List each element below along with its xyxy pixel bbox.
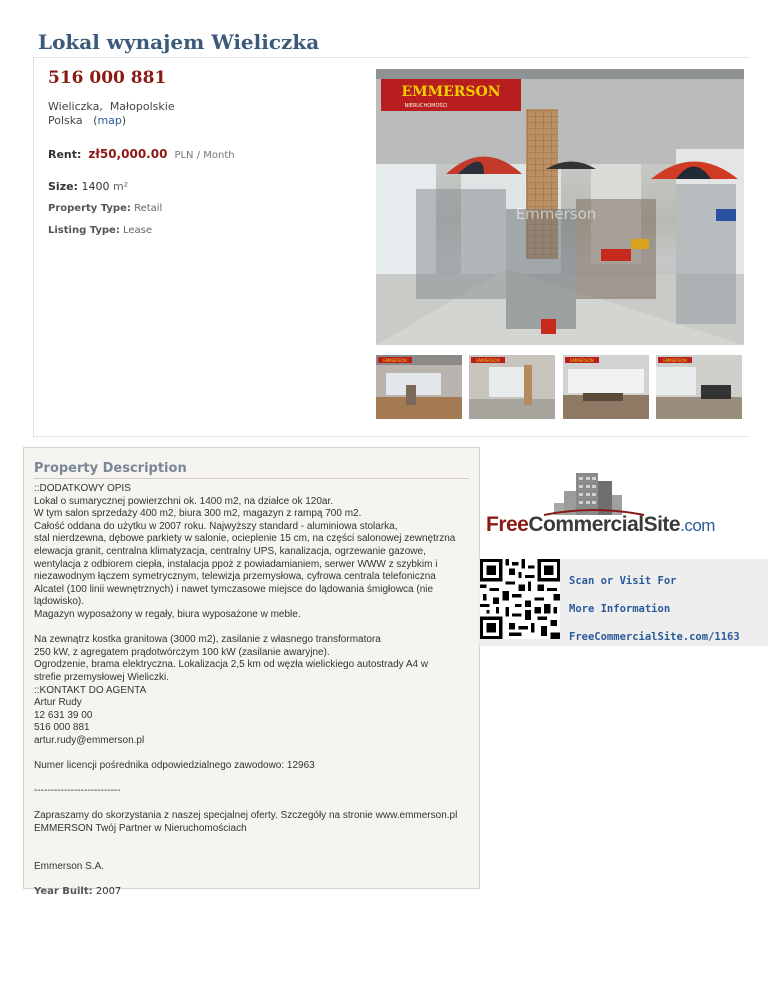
page-title: Lokal wynajem Wieliczka	[38, 30, 320, 54]
description-line: ::KONTAKT DO AGENTA	[34, 684, 147, 696]
thumbnail-2-sign: EMMERSON	[476, 358, 500, 363]
description-line: Na zewnątrz kostka granitowa (3000 m2), zasilanie z własnego transformatora	[34, 634, 381, 646]
map-link[interactable]: map	[97, 114, 122, 127]
showroom-photo-illustration	[376, 69, 744, 345]
freecommercialsite-logo[interactable]	[486, 513, 715, 537]
qr-url-link[interactable]: FreeCommercialSite.com/1163	[569, 631, 740, 643]
description-line: W tym salon sprzedaży 400 m2, biura 300 m2, magazyn z rampą 700 m2.	[34, 508, 362, 520]
emmerson-sign-sub: NIERUCHOMOŚCI	[404, 103, 448, 109]
description-line: Alcatel (100 linii wewnętrznych) i nawet tymczasowe miejsce do lądowania śmigłowca (nie	[34, 583, 434, 595]
company-name: Emmerson S.A.	[34, 860, 105, 872]
thumbnail-2-image	[469, 355, 555, 419]
property-type-value: Retail	[134, 203, 163, 214]
promo-line: Zapraszamy do skorzystania z naszej specjalnej oferty. Szczegóły na stronie www.emmerson.pl	[34, 810, 458, 822]
qr-more-info-text: More Information	[569, 603, 671, 615]
listing-type-label: Listing Type:	[48, 225, 120, 236]
listing-address: Wieliczka, Małopolskie Polska (map)	[48, 100, 175, 127]
description-title: Property Description	[34, 461, 187, 476]
thumbnail-4-sign: EMMERSON	[663, 358, 687, 363]
year-built-row	[34, 886, 472, 899]
thumbnail-2[interactable]	[469, 355, 555, 419]
thumbnail-4[interactable]	[656, 355, 742, 419]
rent-unit: PLN / Month	[174, 150, 235, 161]
description-line: Ogrodzenie, brama elektryczna. Lokalizacja 2,5 km od węzła wielickiego autostrady A4 w	[34, 659, 429, 671]
description-line: Magazyn wyposażony w regały, biura wyposażone w meble.	[34, 608, 301, 620]
description-line: ::DODATKOWY OPIS	[34, 483, 131, 494]
property-description-panel	[23, 447, 480, 897]
agent-phone: 12 631 39 00	[34, 709, 93, 721]
thumbnail-3-sign: EMMERSON	[570, 358, 594, 363]
description-line: niezawodnym łączem symetrycznym, telewizja przemysłowa, cyfrowa centrala telefoniczna	[34, 571, 436, 583]
logo-free-text: Free	[486, 513, 529, 536]
logo-commercial-text: CommercialSite	[528, 513, 681, 536]
description-line: elewacja granit, centralna klimatyzacja, centralny UPS, kanalizacja, ogrzewanie gazowe,	[34, 545, 426, 557]
thumbnail-1-image	[376, 355, 462, 419]
separator-line: --------------------------	[34, 785, 121, 797]
description-line: wentylacja z odbiorem ciepła, instalacja ppoż z powiadamianiem, serwer WWW z szybkim i	[34, 558, 438, 570]
thumbnail-1[interactable]	[376, 355, 462, 419]
address-country: Polska	[48, 114, 83, 127]
property-type-label: Property Type:	[48, 203, 131, 214]
rent-row	[48, 147, 235, 161]
description-line: 250 kW, z agregatem prądotwórczym 100 kW (zasilanie awaryjne).	[34, 646, 330, 658]
rent-label: Rent:	[48, 148, 82, 161]
thumbnail-1-sign: EMMERSON	[383, 358, 407, 363]
description-line: stal nierdzewna, dębowe parkiety w salonie, ocieplenie 15 cm, na części salonowej zewnętrzna	[34, 533, 456, 545]
description-divider	[34, 478, 469, 479]
description-line: Całość oddana do użytku w 2007 roku. Najwyższy standard - aluminiowa stolarka,	[34, 520, 398, 532]
thumbnail-3-image	[563, 355, 649, 419]
license-number: Numer licencji pośrednika odpowiedzialnego zawodowo: 12963	[34, 760, 315, 772]
promo-line: EMMERSON Twój Partner w Nieruchomościach	[34, 823, 247, 835]
qr-scan-text: Scan or Visit For	[569, 575, 677, 587]
agent-name: Artur Rudy	[34, 697, 82, 709]
thumbnail-3[interactable]	[563, 355, 649, 419]
size-value: 1400	[81, 180, 110, 193]
main-photo[interactable]	[376, 69, 744, 345]
description-line: Lokal o sumarycznej powierzchni ok. 1400 m2, na działce ok 120ar.	[34, 495, 334, 507]
property-type-row	[48, 203, 162, 214]
description-line: lądowisko).	[34, 596, 85, 608]
address-region: Małopolskie	[109, 100, 175, 113]
qr-code-icon[interactable]	[480, 559, 560, 639]
description-text	[34, 483, 472, 899]
listing-type-row	[48, 225, 152, 236]
agent-mobile: 516 000 881	[34, 722, 90, 734]
emmerson-sign-text: EMMERSON	[401, 84, 501, 100]
size-unit: m²	[112, 180, 129, 193]
year-built-value: 2007	[95, 886, 122, 897]
logo-com-text: .com	[680, 516, 715, 535]
thumbnail-4-image	[656, 355, 742, 419]
size-row	[48, 180, 128, 193]
listing-phone: 516 000 881	[48, 68, 167, 88]
year-built-label: Year Built:	[34, 886, 93, 897]
rent-value: zł50,000.00	[88, 147, 168, 161]
address-city: Wieliczka,	[48, 100, 103, 113]
size-label: Size:	[48, 180, 78, 193]
photo-watermark: Emmerson	[515, 205, 597, 223]
description-line: strefie przemysłowej Wieliczki.	[34, 671, 170, 683]
agent-email: artur.rudy@emmerson.pl	[34, 734, 145, 746]
listing-type-value: Lease	[123, 225, 153, 236]
